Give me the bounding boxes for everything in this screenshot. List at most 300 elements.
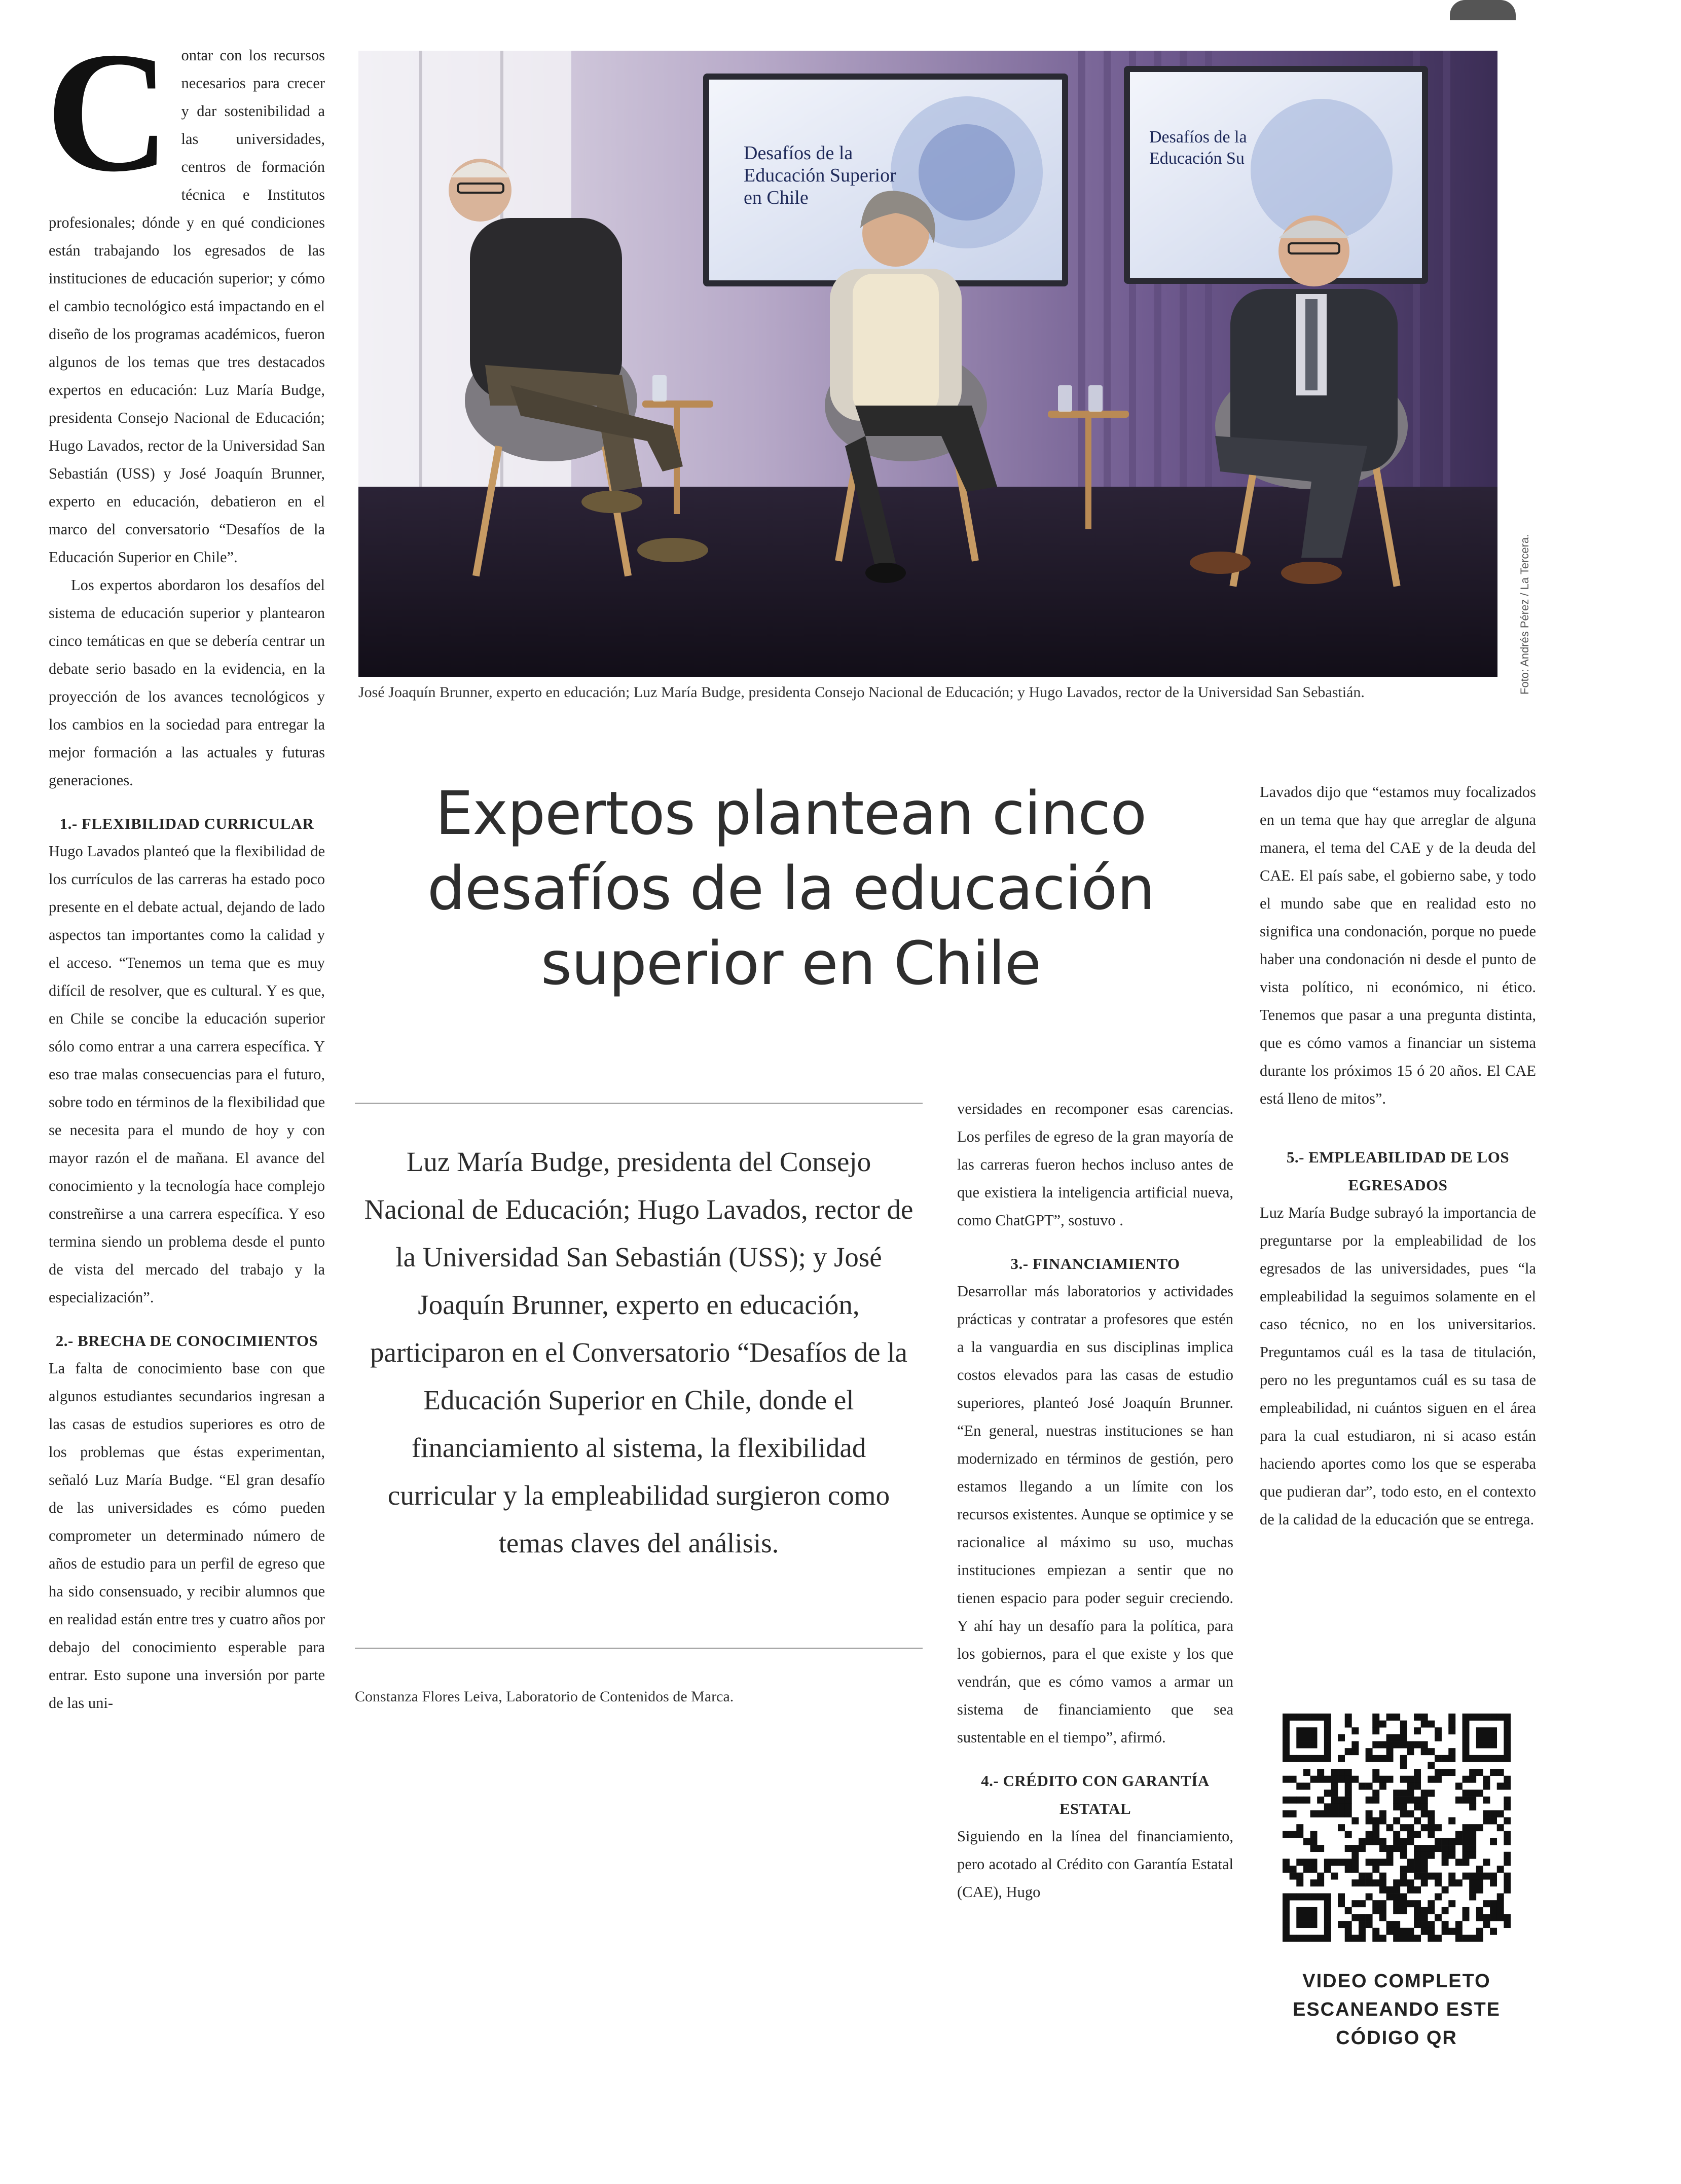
qr-module (1393, 1741, 1400, 1749)
qr-module (1290, 1866, 1297, 1873)
qr-module (1345, 1921, 1352, 1928)
qr-module (1463, 1727, 1470, 1734)
qr-module (1469, 1824, 1476, 1831)
qr-module (1379, 1907, 1386, 1914)
qr-module (1476, 1866, 1483, 1873)
qr-module (1324, 1866, 1331, 1873)
qr-module (1324, 1859, 1331, 1866)
qr-module (1463, 1721, 1470, 1728)
qr-module (1283, 1741, 1290, 1749)
qr-module (1310, 1727, 1318, 1734)
qr-module (1310, 1714, 1318, 1721)
qr-module (1345, 1782, 1352, 1790)
qr-module (1483, 1797, 1490, 1804)
qr-module (1310, 1755, 1318, 1762)
qr-module (1463, 1755, 1470, 1762)
qr-module (1497, 1714, 1504, 1721)
qr-module (1504, 1727, 1511, 1734)
qr-module (1351, 1817, 1359, 1825)
qr-module (1490, 1714, 1497, 1721)
qr-module (1310, 1921, 1318, 1928)
qr-module (1442, 1886, 1449, 1894)
qr-module (1283, 1894, 1290, 1901)
qr-module (1324, 1714, 1331, 1721)
qr-module (1400, 1866, 1407, 1873)
qr-module (1372, 1776, 1379, 1783)
qr-module (1490, 1817, 1497, 1825)
qr-module (1435, 1776, 1442, 1783)
qr-module (1407, 1866, 1414, 1873)
qr-module (1379, 1817, 1386, 1825)
qr-module (1303, 1838, 1310, 1845)
qr-module (1490, 1907, 1497, 1914)
qr-module (1469, 1797, 1476, 1804)
article-column-3 (957, 1095, 1233, 1906)
qr-module (1463, 1741, 1470, 1749)
qr-module (1400, 1797, 1407, 1804)
qr-module (1283, 1755, 1290, 1762)
qr-module (1372, 1935, 1379, 1942)
qr-module (1463, 1714, 1470, 1721)
qr-module (1476, 1790, 1483, 1797)
qr-module (1372, 1727, 1379, 1734)
section-heading-2: 2.- BRECHA DE CONOCIMIENTOS (55, 1332, 318, 1350)
qr-module (1504, 1914, 1511, 1921)
qr-module (1386, 1734, 1394, 1741)
qr-module (1463, 1734, 1470, 1741)
qr-module (1366, 1782, 1373, 1790)
qr-module (1386, 1928, 1394, 1935)
qr-module (1366, 1755, 1373, 1762)
qr-module (1386, 1859, 1394, 1866)
qr-module (1351, 1776, 1359, 1783)
qr-module (1296, 1907, 1303, 1914)
qr-module (1490, 1900, 1497, 1907)
qr-module (1421, 1741, 1428, 1749)
qr-module (1504, 1803, 1511, 1810)
qr-module (1414, 1741, 1421, 1749)
qr-module (1483, 1810, 1490, 1817)
qr-caption: VIDEO COMPLETO ESCANEANDO ESTE CÓDIGO QR (1292, 1971, 1501, 2049)
qr-module (1497, 1782, 1504, 1790)
section-text-1: Hugo Lavados planteó que la flexibilidad de los currículos de las carreras ha estado poco presente en el debate actual, dejando de lado aspectos tan importantes como la calidad y el acceso. “Tenemos un tema que es muy difícil de resolver, que es cultural. Y es que, en Chile se concibe la educación superior sólo como entrar a una carrera específica. Y eso trae malas consecuencias para el futuro, sobre todo en términos de la flexibilidad que se necesita para el mundo de hoy y con mayor razón el de mañana. El avance del conocimiento y la tecnología hace complejo constreñirse a una carrera específica. Y eso termina siendo un problema desde el punto de vista del mercado del trabajo y la especialización”. (49, 843, 325, 1306)
qr-module (1414, 1859, 1421, 1866)
qr-module (1435, 1873, 1442, 1880)
qr-module (1448, 1755, 1455, 1762)
qr-module (1463, 1824, 1470, 1831)
qr-module (1428, 1831, 1435, 1838)
qr-module (1414, 1845, 1421, 1852)
qr-module (1359, 1921, 1366, 1928)
qr-module (1379, 1914, 1386, 1921)
qr-module (1448, 1838, 1455, 1845)
qr-module (1421, 1797, 1428, 1804)
qr-module (1407, 1935, 1414, 1942)
qr-module (1435, 1769, 1442, 1776)
qr-module (1393, 1817, 1400, 1825)
qr-module (1290, 1873, 1297, 1880)
qr-module (1296, 1755, 1303, 1762)
qr-module (1407, 1831, 1414, 1838)
qr-module (1504, 1755, 1511, 1762)
qr-module (1469, 1755, 1476, 1762)
qr-module (1324, 1755, 1331, 1762)
qr-module (1407, 1748, 1414, 1755)
qr-module (1463, 1859, 1470, 1866)
qr-module (1490, 1928, 1497, 1935)
qr-module (1435, 1838, 1442, 1845)
qr-module (1490, 1727, 1497, 1734)
qr-module (1428, 1776, 1435, 1783)
qr-module (1393, 1734, 1400, 1741)
qr-module (1414, 1776, 1421, 1783)
qr-module (1400, 1803, 1407, 1810)
qr-module (1372, 1928, 1379, 1935)
qr-module (1421, 1866, 1428, 1873)
qr-module (1476, 1935, 1483, 1942)
qr-module (1296, 1873, 1303, 1880)
section-text-4: Siguiendo en la línea del financiamiento, pero acotado al Crédito con Garantía Estatal (CAE), Hugo (957, 1828, 1233, 1901)
qr-module (1393, 1845, 1400, 1852)
qr-module (1351, 1845, 1359, 1852)
qr-module (1463, 1873, 1470, 1880)
qr-module (1386, 1845, 1394, 1852)
qr-module (1386, 1714, 1394, 1721)
qr-module (1345, 1845, 1352, 1852)
qr-module (1283, 1797, 1290, 1804)
qr-module (1296, 1741, 1303, 1749)
qr-module (1448, 1845, 1455, 1852)
qr-module (1400, 1879, 1407, 1886)
qr-module (1504, 1921, 1511, 1928)
qr-module (1455, 1879, 1463, 1886)
qr-module (1283, 1859, 1290, 1866)
qr-module (1483, 1734, 1490, 1741)
qr-module (1400, 1900, 1407, 1907)
qr-module (1483, 1900, 1490, 1907)
qr-module (1310, 1859, 1318, 1866)
qr-module (1407, 1900, 1414, 1907)
qr-module (1497, 1866, 1504, 1873)
qr-module (1310, 1741, 1318, 1749)
qr-module (1296, 1935, 1303, 1942)
qr-module (1400, 1928, 1407, 1935)
qr-module (1407, 1824, 1414, 1831)
qr-module (1379, 1838, 1386, 1845)
qr-module (1421, 1748, 1428, 1755)
qr-module (1345, 1790, 1352, 1797)
qr-module (1351, 1866, 1359, 1873)
qr-module (1345, 1714, 1352, 1721)
qr-module (1400, 1734, 1407, 1741)
qr-module (1448, 1879, 1455, 1886)
qr-module (1504, 1817, 1511, 1825)
qr-module (1366, 1873, 1373, 1880)
qr-module (1483, 1727, 1490, 1734)
photo-caption: José Joaquín Brunner, experto en educación; Luz María Budge, presidenta Consejo Nacional de Educación; y Hugo Lavados, rector de la Universidad San Sebastián. (358, 684, 1365, 701)
qr-module (1435, 1914, 1442, 1921)
qr-module (1372, 1817, 1379, 1825)
qr-module (1372, 1755, 1379, 1762)
qr-module (1303, 1859, 1310, 1866)
qr-module (1283, 1734, 1290, 1741)
qr-module (1400, 1935, 1407, 1942)
qr-module (1393, 1831, 1400, 1838)
qr-module (1283, 1900, 1290, 1907)
section-text-3: Desarrollar más laboratorios y actividades prácticas y contratar a profesores que estén a la vanguardia en sus disciplinas implica costos elevados para las casas de estudio superiores, planteó José Joaquín Brunner. “En general, nuestras instituciones se han modernizado en términos de gestión, pero estamos llegando a un límite con los recursos existentes. Aunque se optimice y se racionalice al máximo su uso, muchas instituciones empiezan a sentir que no tienen espacio para poder seguir creciendo. Y ahí hay un desafío para la política, para los gobiernos, para el que existe y los que vendrán, que es cómo vamos a armar un sistema de financiamiento que sea sustentable en el tiempo”, afirmó. (957, 1283, 1233, 1746)
qr-module (1463, 1748, 1470, 1755)
qr-module (1317, 1879, 1324, 1886)
qr-module (1324, 1748, 1331, 1755)
qr-module (1317, 1769, 1324, 1776)
qr-module (1359, 1900, 1366, 1907)
qr-module (1463, 1914, 1470, 1921)
qr-module (1476, 1907, 1483, 1914)
qr-module (1372, 1879, 1379, 1886)
qr-module (1463, 1907, 1470, 1914)
qr-module (1421, 1714, 1428, 1721)
event-photo (358, 51, 1497, 677)
qr-module (1372, 1831, 1379, 1838)
qr-module (1324, 1727, 1331, 1734)
qr-module (1400, 1845, 1407, 1852)
lead-paragraph: Luz María Budge, presidenta del Consejo Nacional de Educación; Hugo Lavados, rector de la Universidad San Sebastián (USS); y José Joaquín Brunner, experto en educación, participaron en el Conversatorio “Desafíos de la Educación Superior en Chile, donde el financiamiento al sistema, la flexibilidad curricular y la empleabilidad surgieron como temas claves del análisis. (364, 1146, 913, 1558)
qr-module (1414, 1907, 1421, 1914)
qr-module (1483, 1859, 1490, 1866)
qr-module (1338, 1734, 1345, 1741)
qr-module (1435, 1727, 1442, 1734)
qr-module (1414, 1935, 1421, 1942)
qr-module (1455, 1859, 1463, 1866)
qr-module (1504, 1873, 1511, 1880)
qr-module (1414, 1914, 1421, 1921)
qr-module (1324, 1790, 1331, 1797)
qr-module (1310, 1810, 1318, 1817)
qr-module (1303, 1914, 1310, 1921)
qr-module (1455, 1797, 1463, 1804)
qr-module (1400, 1810, 1407, 1817)
qr-module (1504, 1748, 1511, 1755)
qr-module (1324, 1803, 1331, 1810)
qr-module (1414, 1866, 1421, 1873)
qr-module (1351, 1900, 1359, 1907)
qr-module (1379, 1845, 1386, 1852)
qr-module (1400, 1727, 1407, 1734)
qr-module (1310, 1776, 1318, 1783)
qr-module (1490, 1810, 1497, 1817)
qr-module (1400, 1907, 1407, 1914)
qr-module (1483, 1914, 1490, 1921)
qr-module (1283, 1714, 1290, 1721)
qr-module (1345, 1776, 1352, 1783)
qr-module (1393, 1879, 1400, 1886)
qr-module (1366, 1921, 1373, 1928)
qr-module (1455, 1928, 1463, 1935)
qr-module (1379, 1873, 1386, 1880)
qr-code[interactable] (1283, 1714, 1511, 1942)
qr-module (1296, 1824, 1303, 1831)
qr-module (1345, 1859, 1352, 1866)
qr-module (1393, 1790, 1400, 1797)
qr-module (1435, 1755, 1442, 1762)
qr-module (1338, 1797, 1345, 1804)
qr-module (1290, 1776, 1297, 1783)
qr-module (1338, 1859, 1345, 1866)
qr-module (1407, 1782, 1414, 1790)
qr-module (1400, 1852, 1407, 1859)
qr-module (1366, 1859, 1373, 1866)
qr-module (1283, 1727, 1290, 1734)
qr-module (1476, 1886, 1483, 1894)
qr-module (1455, 1935, 1463, 1942)
qr-module (1400, 1838, 1407, 1845)
qr-module (1296, 1879, 1303, 1886)
section-heading-5: 5.- EMPLEABILIDAD DE LOS EGRESADOS (1286, 1148, 1510, 1194)
qr-module (1393, 1894, 1400, 1901)
qr-module (1386, 1852, 1394, 1859)
qr-module (1310, 1845, 1318, 1852)
qr-module (1490, 1755, 1497, 1762)
qr-module (1296, 1921, 1303, 1928)
qr-module (1414, 1714, 1421, 1721)
qr-module (1296, 1914, 1303, 1921)
qr-module (1303, 1797, 1310, 1804)
qr-code-pattern (1283, 1714, 1511, 1942)
qr-module (1303, 1866, 1310, 1873)
qr-module (1317, 1755, 1324, 1762)
qr-module (1338, 1810, 1345, 1817)
screen-title-1: Desafíos de la Educación Superior en Chile (744, 142, 896, 208)
qr-module (1351, 1859, 1359, 1866)
intro-text: ontar con los recursos necesarios para crecer y dar sostenibilidad a las universidades, centros de formación técnica e Institutos profesionales; dónde y en qué condiciones están trabajando los egresados de las instituciones de educación superior; y cómo el cambio tecnológico está impactando en el diseño de los programas académicos, fueron algunos de los temas que tres destacados expertos en educación: Luz María Budge, presidenta Consejo Nacional de Educación; Hugo Lavados, rector de la Universidad San Sebastián (USS) y José Joaquín Brunner, experto en educación, debatieron en el marco del conversatorio “Desafíos de la Educación Superior en Chile”. (49, 47, 325, 566)
qr-module (1345, 1907, 1352, 1914)
qr-module (1366, 1894, 1373, 1901)
drop-cap: C (46, 16, 170, 207)
qr-module (1442, 1859, 1449, 1866)
column-4-continuation: Lavados dijo que “estamos muy focalizados en un tema que hay que arreglar de alguna manera, el tema del CAE y de la deuda del CAE. El país sabe, el gobierno sabe, y todo el mundo sabe que en realidad esto no significa una condonación, porque no puede haber una condonación ni desde el punto de vista político, ni económico, ni ético. Tenemos que pasar a una pregunta distinta, que es cómo vamos a financiar un sistema durante los próximos 15 ó 20 años. El CAE está lleno de mitos”. (1260, 783, 1536, 1107)
qr-module (1428, 1810, 1435, 1817)
qr-module (1324, 1721, 1331, 1728)
qr-module (1338, 1776, 1345, 1783)
qr-module (1455, 1838, 1463, 1845)
qr-module (1359, 1935, 1366, 1942)
qr-module (1414, 1921, 1421, 1928)
qr-module (1345, 1748, 1352, 1755)
qr-module (1283, 1748, 1290, 1755)
qr-module (1345, 1769, 1352, 1776)
qr-module (1448, 1714, 1455, 1721)
qr-module (1324, 1900, 1331, 1907)
qr-module (1310, 1838, 1318, 1845)
qr-module (1303, 1755, 1310, 1762)
qr-module (1283, 1907, 1290, 1914)
qr-module (1345, 1935, 1352, 1942)
qr-module (1407, 1859, 1414, 1866)
qr-module (1393, 1797, 1400, 1804)
qr-module (1448, 1928, 1455, 1935)
qr-module (1296, 1859, 1303, 1866)
qr-module (1379, 1859, 1386, 1866)
qr-module (1366, 1810, 1373, 1817)
qr-module (1490, 1838, 1497, 1845)
qr-module (1407, 1928, 1414, 1935)
qr-module (1345, 1928, 1352, 1935)
qr-module (1407, 1797, 1414, 1804)
photo-credit: Foto: Andrés Pérez / La Tercera. (1518, 534, 1531, 695)
qr-module (1435, 1879, 1442, 1886)
qr-module (1283, 1776, 1290, 1783)
qr-module (1421, 1921, 1428, 1928)
qr-module (1497, 1907, 1504, 1914)
qr-module (1283, 1914, 1290, 1921)
qr-module (1338, 1769, 1345, 1776)
qr-module (1359, 1928, 1366, 1935)
qr-module (1421, 1810, 1428, 1817)
qr-module (1428, 1824, 1435, 1831)
qr-module (1469, 1886, 1476, 1894)
qr-module (1400, 1790, 1407, 1797)
qr-module (1324, 1894, 1331, 1901)
qr-module (1483, 1921, 1490, 1928)
qr-module (1379, 1900, 1386, 1907)
qr-module (1435, 1894, 1442, 1901)
qr-module (1290, 1755, 1297, 1762)
qr-module (1303, 1734, 1310, 1741)
qr-module (1476, 1873, 1483, 1880)
qr-module (1366, 1831, 1373, 1838)
qr-module (1379, 1935, 1386, 1942)
qr-module (1463, 1852, 1470, 1859)
qr-module (1283, 1866, 1290, 1873)
qr-module (1504, 1838, 1511, 1845)
qr-module (1421, 1803, 1428, 1810)
intro-paragraph-2: Los expertos abordaron los desafíos del sistema de educación superior y plantearon cinco temáticas en que se debería centrar un debate serio basado en la evidencia, en la proyección de los avances tecnológicos y los cambios en la sociedad para entregar la mejor formación a las actuales y futuras generaciones. (49, 576, 325, 789)
qr-module (1303, 1935, 1310, 1942)
qr-module (1338, 1921, 1345, 1928)
qr-module (1414, 1873, 1421, 1880)
qr-module (1290, 1797, 1297, 1804)
qr-module (1400, 1824, 1407, 1831)
qr-module (1324, 1928, 1331, 1935)
qr-module (1303, 1714, 1310, 1721)
qr-module (1317, 1810, 1324, 1817)
qr-module (1407, 1838, 1414, 1845)
qr-module (1469, 1790, 1476, 1797)
qr-module (1366, 1879, 1373, 1886)
qr-module (1504, 1741, 1511, 1749)
section-text-2: La falta de conocimiento base con que algunos estudiantes secundarios ingresan a las casas de estudios superiores es otro de los problemas que éstas experimentan, señaló Luz María Budge. “El gran desafío de las universidades es cómo pueden comprometer un determinado número de años de estudio para un perfil de egreso que ha sido consensuado, y recibir alumnos que en realidad están entre tres y cuatro años por debajo del conocimiento esperable para entrar. Esto supone una inversión por parte de las uni- (49, 1360, 325, 1712)
qr-module (1296, 1894, 1303, 1901)
photo-scene (358, 51, 1497, 677)
qr-module (1504, 1776, 1511, 1783)
qr-module (1428, 1907, 1435, 1914)
qr-module (1372, 1907, 1379, 1914)
qr-module (1324, 1907, 1331, 1914)
qr-module (1435, 1845, 1442, 1852)
qr-module (1428, 1852, 1435, 1859)
qr-module (1421, 1879, 1428, 1886)
qr-module (1400, 1776, 1407, 1783)
qr-module (1448, 1721, 1455, 1728)
qr-module (1283, 1721, 1290, 1728)
qr-module (1421, 1845, 1428, 1852)
qr-module (1442, 1755, 1449, 1762)
qr-module (1303, 1894, 1310, 1901)
qr-module (1490, 1914, 1497, 1921)
qr-module (1455, 1921, 1463, 1928)
qr-module (1359, 1873, 1366, 1880)
qr-module (1497, 1824, 1504, 1831)
